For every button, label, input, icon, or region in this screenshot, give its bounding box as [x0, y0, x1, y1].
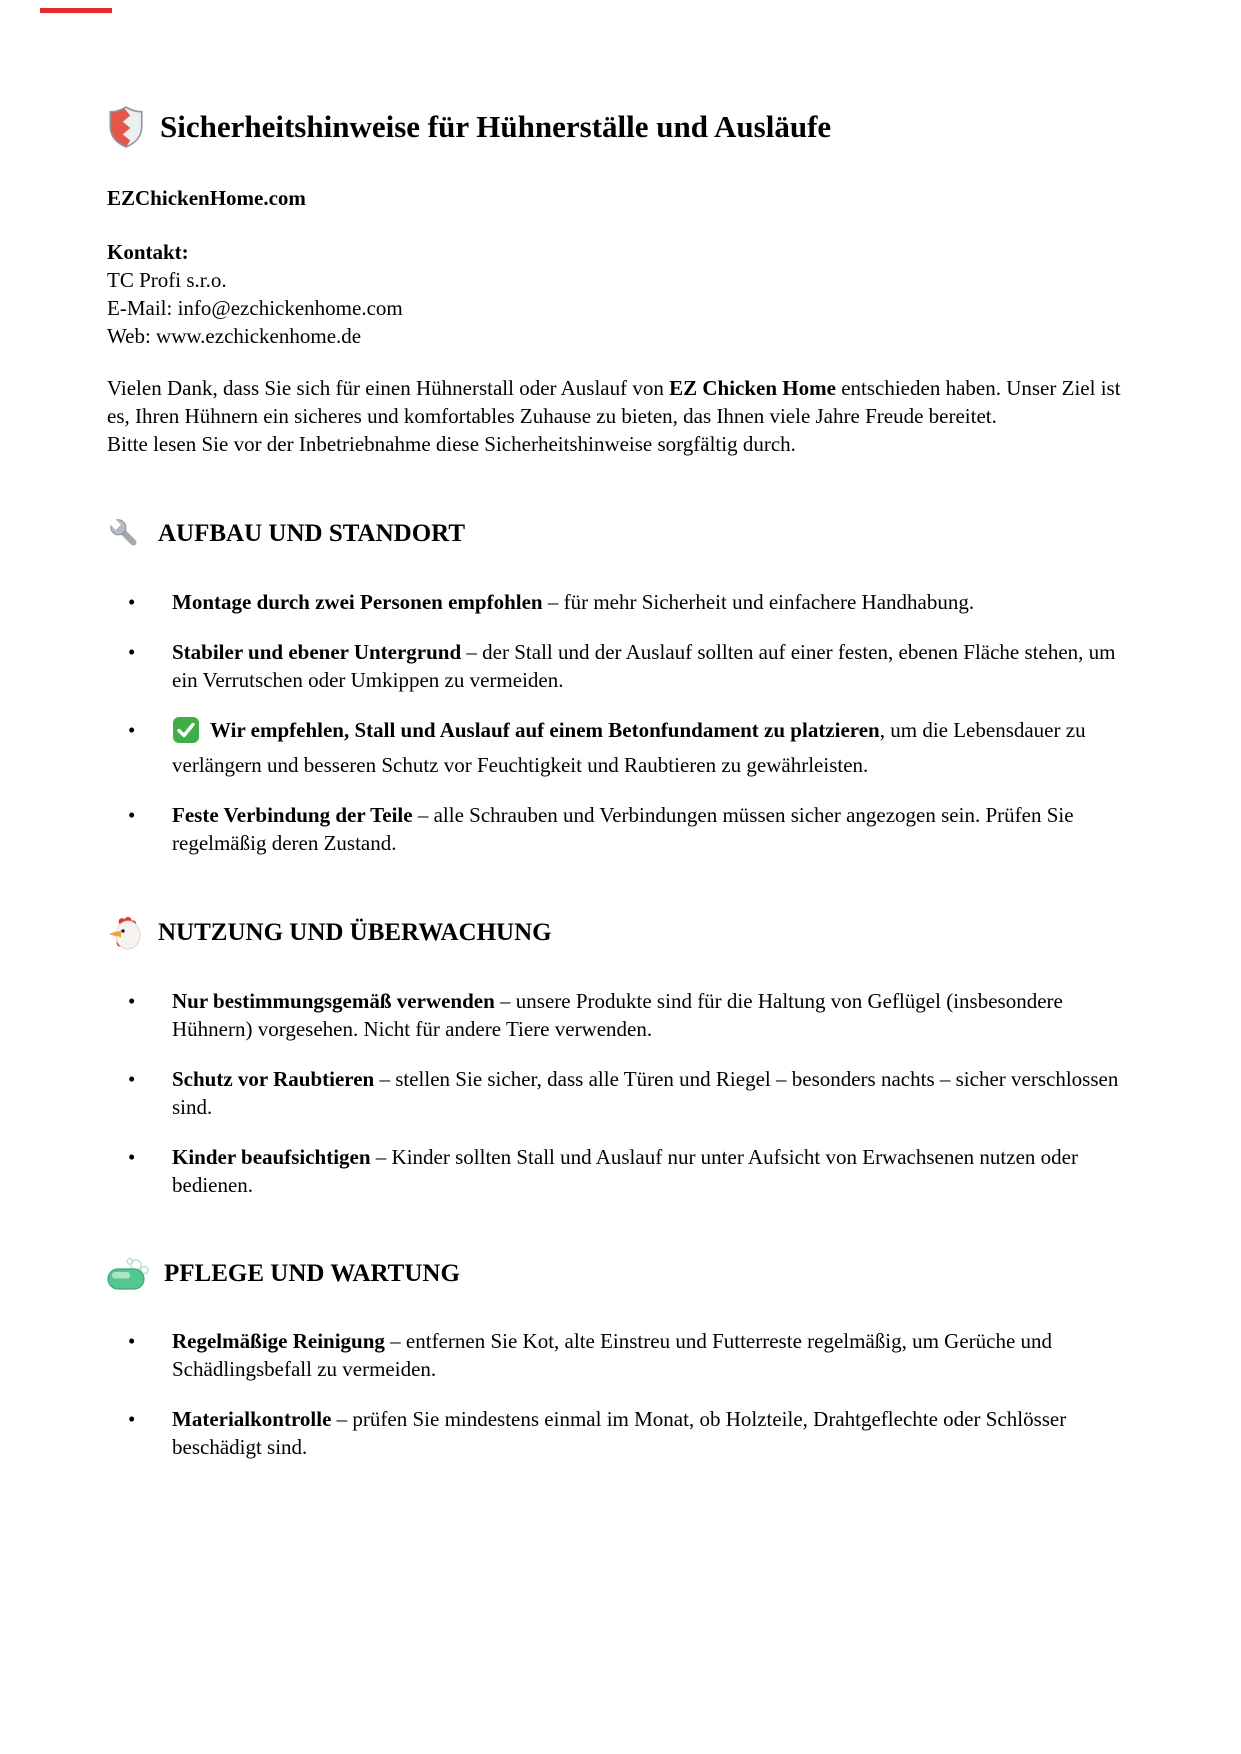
- list-item: [128, 987, 1137, 1043]
- check-icon: [172, 716, 200, 751]
- list-item: [128, 1143, 1137, 1199]
- contact-block: [107, 238, 1137, 350]
- list-item: [128, 588, 1137, 616]
- red-annotation-mark: [40, 8, 112, 13]
- bullet-list: [107, 1327, 1137, 1461]
- section-heading: [107, 516, 1137, 552]
- bullet-bold-text: Feste Verbindung der Teile: [172, 803, 413, 827]
- contact-label: Kontakt:: [107, 240, 189, 264]
- section-aufbau-und-standort: [107, 516, 1137, 857]
- list-item: [128, 1327, 1137, 1383]
- bullet-text: , um die Lebensdauer zu verlängern und besseren Schutz vor Feuchtigkeit und Raubtieren zu gewährleisten.: [172, 718, 1086, 777]
- bullet-list: [107, 987, 1137, 1199]
- contact-web: Web: www.ezchickenhome.de: [107, 324, 362, 348]
- wrench-icon: [107, 516, 143, 552]
- section-nutzung-und-ueberwachung: [107, 915, 1137, 1199]
- list-item: [128, 801, 1137, 857]
- page-title-text: Sicherheitshinweise für Hühnerställe und Ausläufe: [160, 109, 832, 145]
- intro-brand: EZ Chicken Home: [669, 376, 836, 400]
- intro-paragraph: [107, 374, 1137, 430]
- soap-icon: [107, 1257, 149, 1291]
- section-heading-text: AUFBAU UND STANDORT: [158, 520, 466, 547]
- section-heading: [107, 1257, 1137, 1291]
- bullet-bold-text: Wir empfehlen, Stall und Auslauf auf einem Betonfundament zu platzieren: [210, 718, 880, 742]
- bullet-text: – prüfen Sie mindestens einmal im Monat, ob Holzteile, Drahtgeflechte oder Schlösser beschädigt sind.: [172, 1407, 1067, 1459]
- page-title: [107, 106, 1137, 148]
- bullet-bold-text: Kinder beaufsichtigen: [172, 1145, 371, 1169]
- bullet-list: [107, 588, 1137, 857]
- bullet-bold-text: Schutz vor Raubtieren: [172, 1067, 375, 1091]
- shield-icon: [107, 106, 145, 148]
- bullet-bold-text: Montage durch zwei Personen empfohlen: [172, 590, 543, 614]
- site-name: EZChickenHome.com: [107, 186, 306, 210]
- section-heading-text: PFLEGE UND WARTUNG: [164, 1260, 460, 1287]
- intro-text-2: entschieden haben. Unser Ziel ist es, Ihren Hühnern ein sicheres und komfortables Zuhause zu bieten, das Ihnen viele Jahre Freude bereitet.: [107, 376, 1121, 428]
- list-item: [128, 1405, 1137, 1461]
- bullet-text: – der Stall und der Auslauf sollten auf einer festen, ebenen Fläche stehen, um ein Verrutschen oder Umkippen zu vermeiden.: [172, 640, 1116, 692]
- chicken-icon: [107, 915, 143, 951]
- bullet-bold-text: Regelmäßige Reinigung: [172, 1329, 385, 1353]
- list-item: [128, 1065, 1137, 1121]
- bullet-text: – stellen Sie sicher, dass alle Türen und Riegel – besonders nachts – sicher verschlossen sind.: [172, 1067, 1119, 1119]
- intro-text-1: Vielen Dank, dass Sie sich für einen Hühnerstall oder Auslauf von: [107, 376, 670, 400]
- intro-note: Bitte lesen Sie vor der Inbetriebnahme diese Sicherheitshinweise sorgfältig durch.: [107, 432, 796, 456]
- list-item: [128, 716, 1137, 779]
- list-item: [128, 638, 1137, 694]
- contact-company: TC Profi s.r.o.: [107, 268, 227, 292]
- bullet-bold-text: Stabiler und ebener Untergrund: [172, 640, 462, 664]
- bullet-bold-text: Nur bestimmungsgemäß verwenden: [172, 989, 495, 1013]
- section-heading: [107, 915, 1137, 951]
- bullet-text: – entfernen Sie Kot, alte Einstreu und Futterreste regelmäßig, um Gerüche und Schädlingsbefall zu vermeiden.: [172, 1329, 1053, 1381]
- bullet-text: – unsere Produkte sind für die Haltung von Geflügel (insbesondere Hühnern) vorgesehen. Nicht für andere Tiere verwenden.: [172, 989, 1063, 1041]
- section-heading-text: NUTZUNG UND ÜBERWACHUNG: [158, 919, 552, 946]
- bullet-bold-text: Materialkontrolle: [172, 1407, 332, 1431]
- bullet-text: – alle Schrauben und Verbindungen müssen sicher angezogen sein. Prüfen Sie regelmäßig deren Zustand.: [172, 803, 1074, 855]
- bullet-text: – Kinder sollten Stall und Auslauf nur unter Aufsicht von Erwachsenen nutzen oder bedienen.: [172, 1145, 1078, 1197]
- contact-email: E-Mail: info@ezchickenhome.com: [107, 296, 403, 320]
- bullet-text: – für mehr Sicherheit und einfachere Handhabung.: [542, 590, 975, 614]
- section-pflege-und-wartung: [107, 1257, 1137, 1461]
